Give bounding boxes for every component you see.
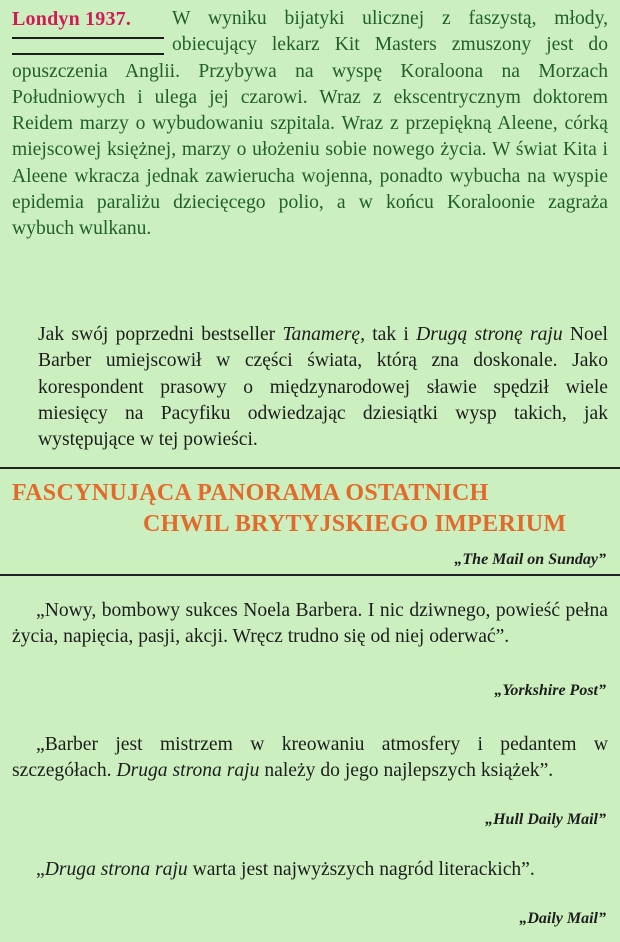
tag-underline: [12, 37, 164, 39]
review-source: „Hull Daily Mail”: [485, 811, 606, 828]
intro-text: W wyniku bijatyki ulicznej z faszystą, młody, obiecujący lekarz Kit Masters zmuszony jest do opuszczenia Anglii. Przybywa na wyspę Koraloona na Morzach Południowych i ulega jej czarowi. Wraz z ekscentrycznym doktorem Reidem marzy o wybudowaniu szpitala. Wraz z przepiękną Aleene, córką miejscowej księżnej, marzy o ułożeniu sobie nowego życia. W świat Kita i Aleene wkracza jednak zawierucha wojenna, ponadto wybucha na wyspie epidemia paraliżu dziecięcego polio, a w końcu Koraloonie zagraża wybuch wulkanu.: [12, 8, 608, 240]
intro-tag: [12, 6, 164, 56]
intro-paragraph: [12, 6, 608, 243]
headline-line2: CHWIL BRYTYJSKIEGO IMPERIUM: [143, 511, 567, 537]
quote-text: warta jest najwyższych nagród literackich”.: [187, 859, 535, 880]
review-source: „Daily Mail”: [519, 910, 606, 927]
tag-underline: [12, 53, 164, 55]
intro-tag-text: Londyn 1937.: [12, 8, 132, 30]
quote-text: „Barber jest mistrzem w kreowaniu atmosfery i pedantem w szczegółach.: [12, 734, 608, 782]
review-quote: [12, 857, 608, 883]
book-title: Druga strona raju: [44, 859, 188, 880]
divider-rule: [0, 574, 620, 576]
divider-rule: [0, 467, 620, 469]
headline-source: „The Mail on Sunday”: [454, 551, 606, 568]
author-paragraph: [38, 322, 608, 453]
headline-line1: FASCYNUJĄCA PANORAMA OSTATNICH: [12, 480, 489, 506]
review-quote: „Nowy, bombowy sukces Noela Barbera. I nic dziwnego, powieść pełna życia, napięcia, pasji, akcji. Wręcz trudno się od niej oderwać”.: [12, 600, 608, 648]
book-title: Drugą stronę raju: [416, 324, 563, 345]
book-title: Druga strona raju: [116, 760, 260, 782]
author-text: tak i: [365, 324, 417, 345]
review-quote: [12, 732, 608, 785]
author-text: Noel Barber umiejscowił w części świata, którą zna doskonale. Jako korespondent prasowy o międzynarodowej sławie spędził wiele miesięcy na Pacyfiku odwiedzając dziesiątki wysp takich, jak występujące w tej powieści.: [38, 324, 608, 451]
quote-text: należy do jego najlepszych książek”.: [259, 760, 554, 782]
quote-text: „: [36, 859, 45, 880]
book-title-tanamera: Tanamerę,: [282, 324, 365, 345]
author-text: Jak swój poprzedni bestseller: [38, 324, 283, 345]
review-source: „Yorkshire Post”: [494, 682, 606, 699]
